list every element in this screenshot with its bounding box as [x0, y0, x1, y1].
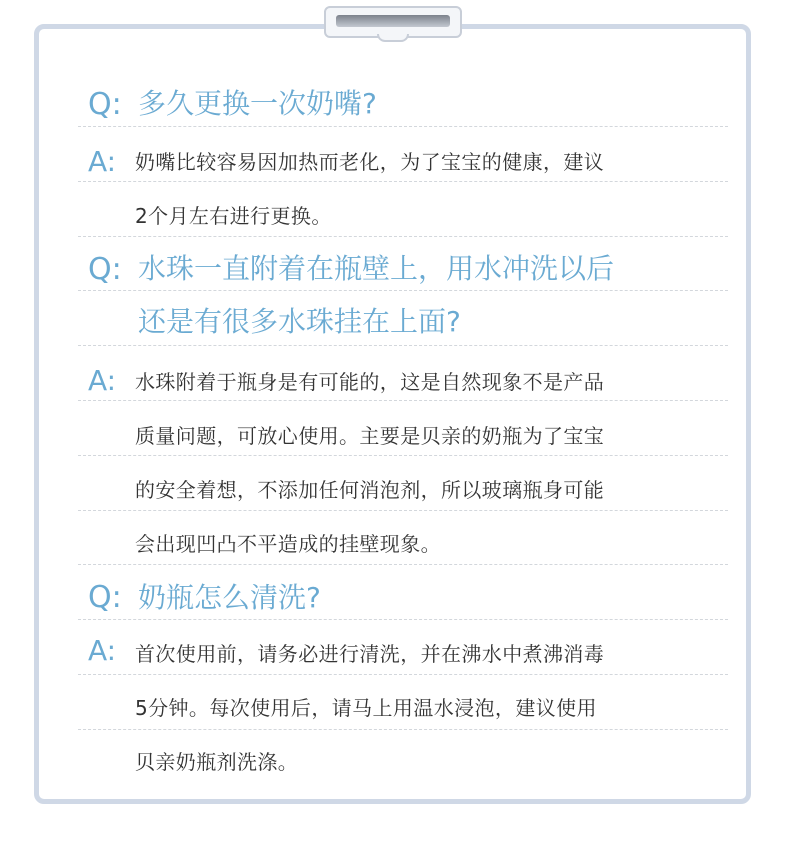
answer-text: 的安全着想，不添加任何消泡剂，所以玻璃瓶身可能	[135, 478, 605, 502]
question-text: 还是有很多水珠挂在上面?	[138, 305, 461, 338]
answer-text: 贝亲奶瓶剂洗涤。	[135, 750, 299, 774]
answer-marker: A:	[88, 364, 117, 397]
answer-marker: A:	[88, 145, 117, 178]
question-text: 水珠一直附着在瓶壁上，用水冲洗以后	[138, 252, 615, 285]
answer-text: 2个月左右进行更换。	[135, 204, 332, 228]
clip-bump	[377, 34, 409, 42]
question-text: 多久更换一次奶嘴?	[138, 87, 377, 120]
clip-bar	[336, 15, 450, 27]
answer-text: 5分钟。每次使用后，请马上用温水浸泡，建议使用	[135, 696, 597, 720]
answer-text: 会出现凹凸不平造成的挂壁现象。	[135, 532, 441, 556]
question-text: 奶瓶怎么清洗?	[138, 581, 321, 614]
answer-text: 奶嘴比较容易因加热而老化，为了宝宝的健康，建议	[135, 150, 605, 174]
question-marker: Q:	[88, 87, 122, 122]
question-marker: Q:	[88, 252, 122, 287]
question-marker: Q:	[88, 580, 122, 615]
answer-text: 水珠附着于瓶身是有可能的，这是自然现象不是产品	[135, 370, 605, 394]
answer-marker: A:	[88, 634, 117, 667]
answer-text: 首次使用前，请务必进行清洗，并在沸水中煮沸消毒	[135, 642, 605, 666]
answer-text: 质量问题，可放心使用。主要是贝亲的奶瓶为了宝宝	[135, 424, 605, 448]
